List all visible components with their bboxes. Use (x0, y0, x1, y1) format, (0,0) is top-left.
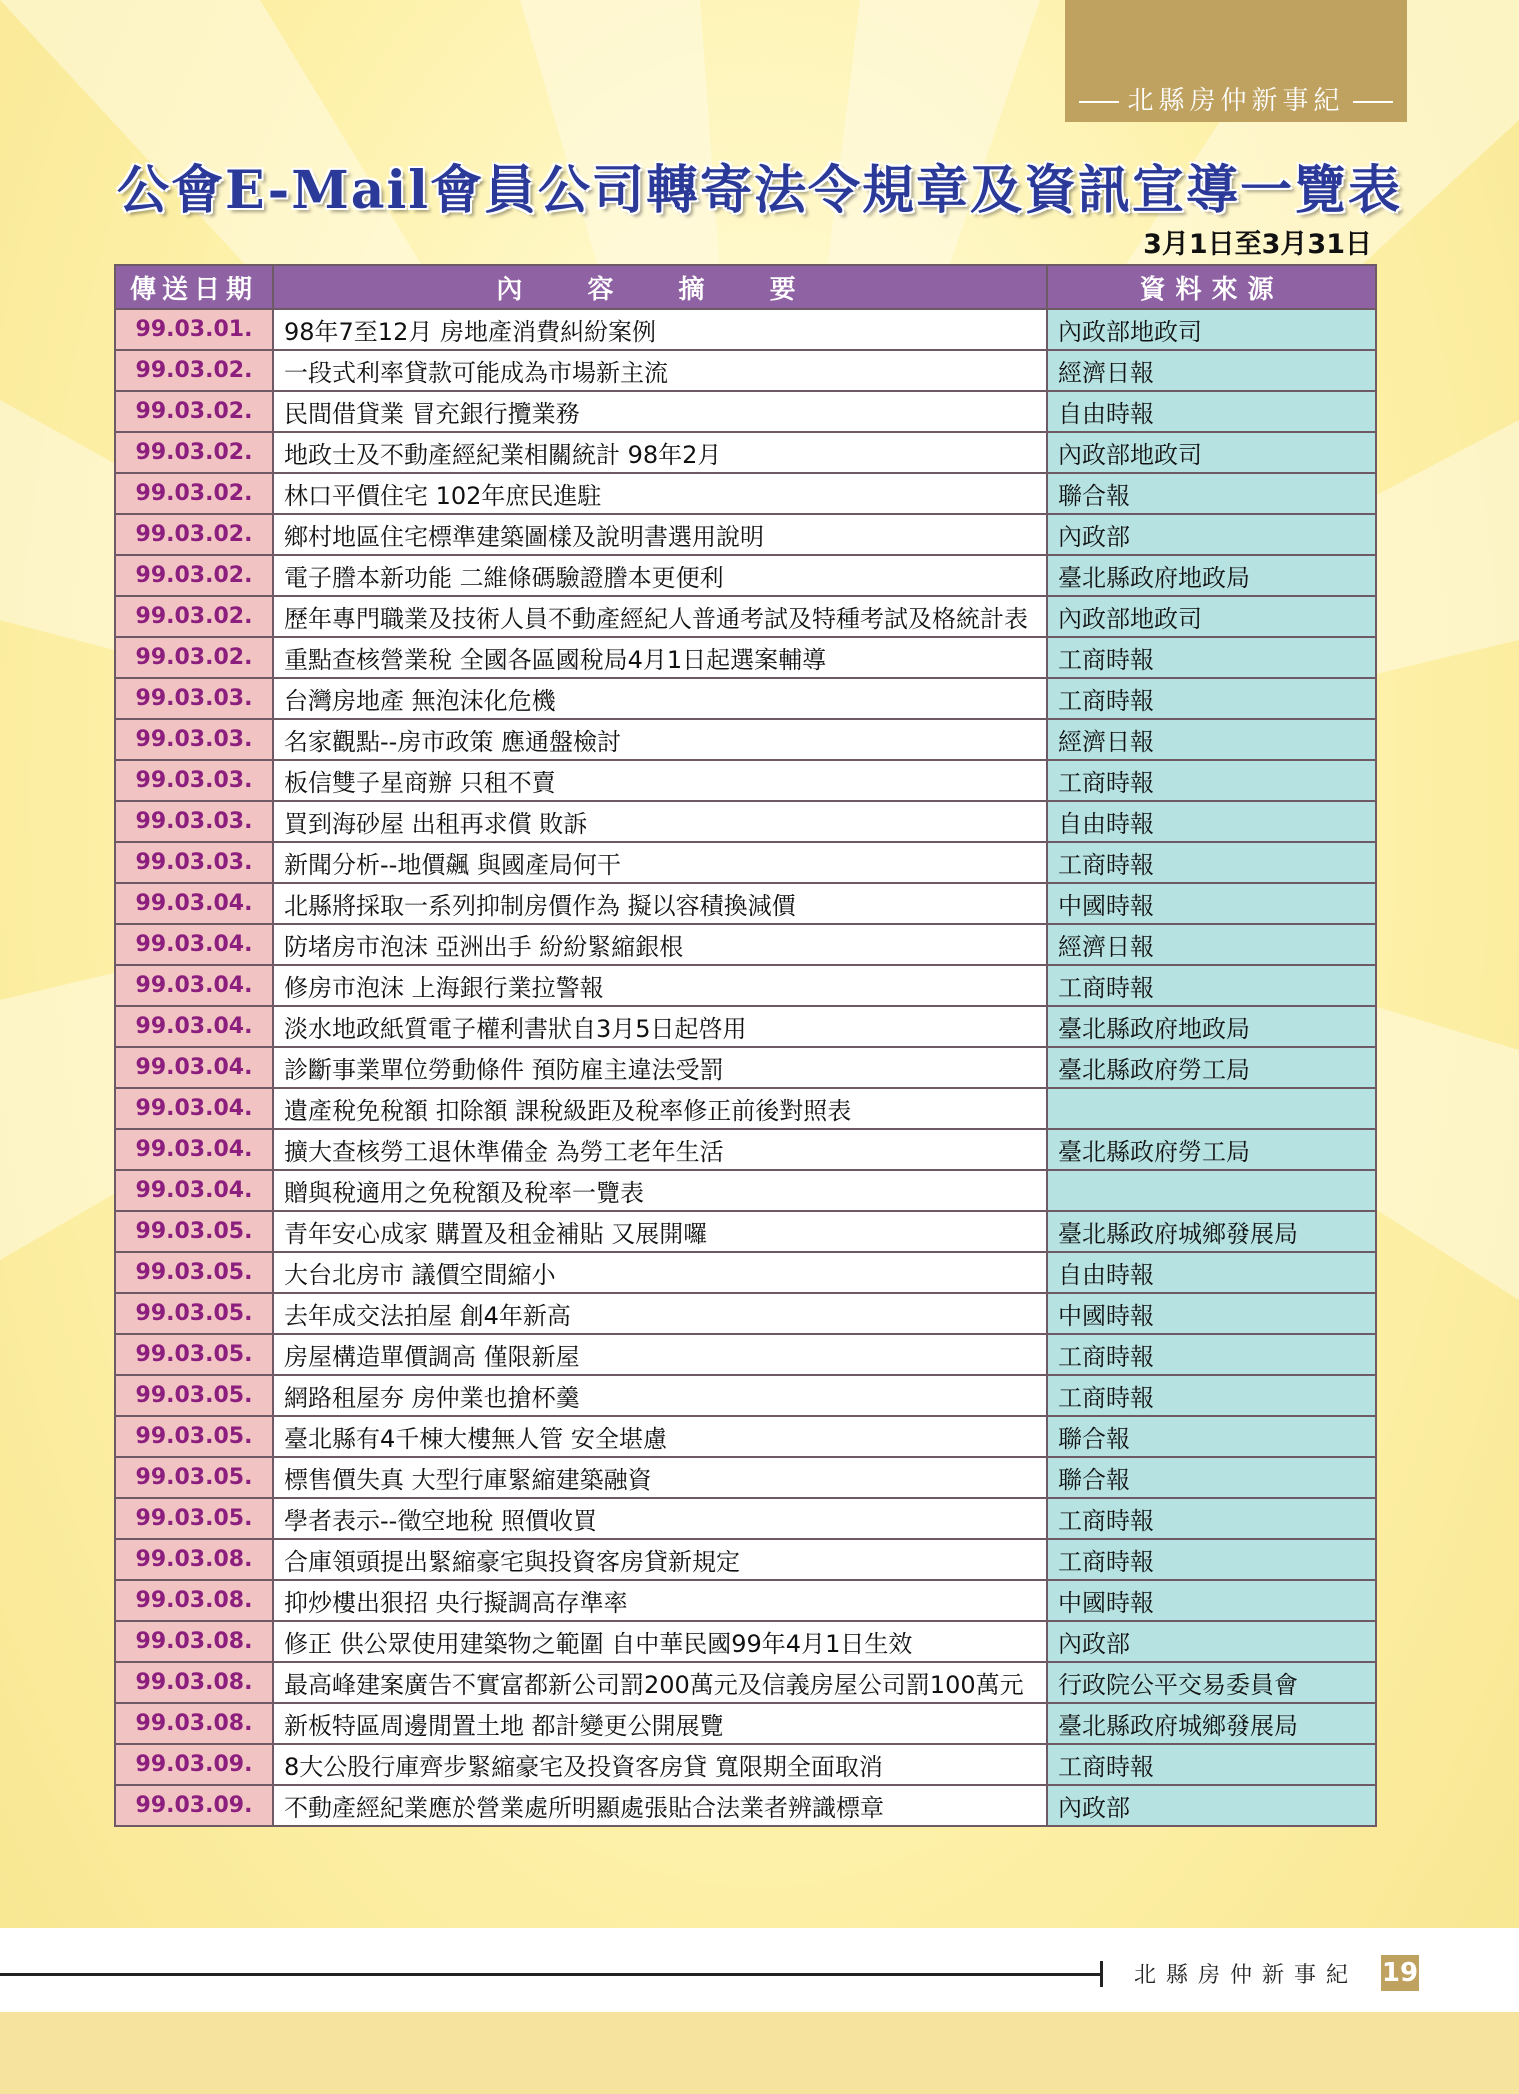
summary-cell: 一段式利率貸款可能成為市場新主流 (273, 350, 1047, 391)
summary-cell: 防堵房市泡沫 亞洲出手 紛紛緊縮銀根 (273, 924, 1047, 965)
source-cell: 臺北縣政府城鄉發展局 (1047, 1703, 1376, 1744)
source-cell: 臺北縣政府地政局 (1047, 555, 1376, 596)
source-cell: 聯合報 (1047, 1416, 1376, 1457)
date-cell: 99.03.05. (115, 1211, 273, 1252)
date-cell: 99.03.08. (115, 1662, 273, 1703)
date-cell: 99.03.02. (115, 473, 273, 514)
table-row (115, 1170, 1376, 1211)
table-row (115, 1047, 1376, 1088)
date-cell: 99.03.04. (115, 1006, 273, 1047)
table-row (115, 596, 1376, 637)
source-cell: 工商時報 (1047, 1744, 1376, 1785)
date-cell: 99.03.02. (115, 555, 273, 596)
news-table (114, 264, 1377, 1827)
source-cell: 經濟日報 (1047, 350, 1376, 391)
summary-cell: 歷年專門職業及技術人員不動產經紀人普通考試及特種考試及格統計表 (273, 596, 1047, 637)
source-cell: 內政部 (1047, 1785, 1376, 1826)
date-cell: 99.03.08. (115, 1580, 273, 1621)
summary-cell: 大台北房市 議價空間縮小 (273, 1252, 1047, 1293)
source-cell: 工商時報 (1047, 965, 1376, 1006)
table-row (115, 1088, 1376, 1129)
section-label: 北縣房仲新事紀 (1065, 80, 1407, 117)
summary-cell: 鄉村地區住宅標準建築圖樣及說明書選用說明 (273, 514, 1047, 555)
date-cell: 99.03.05. (115, 1498, 273, 1539)
source-cell: 工商時報 (1047, 760, 1376, 801)
table-row (115, 1744, 1376, 1785)
bottom-strip (0, 2012, 1519, 2094)
table-header-row (115, 265, 1376, 309)
source-cell: 工商時報 (1047, 1334, 1376, 1375)
summary-cell: 買到海砂屋 出租再求償 敗訴 (273, 801, 1047, 842)
source-cell: 聯合報 (1047, 473, 1376, 514)
table-row (115, 1703, 1376, 1744)
date-cell: 99.03.04. (115, 1170, 273, 1211)
summary-cell: 電子謄本新功能 二維條碼驗證謄本更便利 (273, 555, 1047, 596)
summary-cell: 98年7至12月 房地產消費糾紛案例 (273, 309, 1047, 350)
footer-label: 北縣房仲新事紀 (1134, 1963, 1359, 1988)
source-cell: 工商時報 (1047, 1539, 1376, 1580)
date-cell: 99.03.02. (115, 637, 273, 678)
source-cell: 工商時報 (1047, 1375, 1376, 1416)
table-row (115, 1129, 1376, 1170)
source-cell: 內政部地政司 (1047, 309, 1376, 350)
summary-cell: 重點查核營業稅 全國各區國稅局4月1日起選案輔導 (273, 637, 1047, 678)
date-cell: 99.03.08. (115, 1621, 273, 1662)
table-row (115, 1416, 1376, 1457)
summary-cell: 台灣房地產 無泡沫化危機 (273, 678, 1047, 719)
source-cell (1047, 1088, 1376, 1129)
table-row (115, 719, 1376, 760)
table-row (115, 965, 1376, 1006)
table-row (115, 924, 1376, 965)
date-cell: 99.03.01. (115, 309, 273, 350)
table-row (115, 1580, 1376, 1621)
summary-cell: 青年安心成家 購置及租金補貼 又展開囉 (273, 1211, 1047, 1252)
summary-cell: 新板特區周邊閒置土地 都計變更公開展覽 (273, 1703, 1047, 1744)
column-header-source: 資料來源 (1047, 265, 1376, 309)
source-cell: 中國時報 (1047, 883, 1376, 924)
date-cell: 99.03.03. (115, 719, 273, 760)
date-cell: 99.03.08. (115, 1703, 273, 1744)
table-row (115, 555, 1376, 596)
summary-cell: 8大公股行庫齊步緊縮豪宅及投資客房貸 寬限期全面取消 (273, 1744, 1047, 1785)
source-cell: 工商時報 (1047, 678, 1376, 719)
source-cell: 內政部地政司 (1047, 596, 1376, 637)
table-row (115, 1293, 1376, 1334)
source-cell: 內政部 (1047, 514, 1376, 555)
date-cell: 99.03.05. (115, 1375, 273, 1416)
source-cell: 工商時報 (1047, 1498, 1376, 1539)
summary-cell: 合庫領頭提出緊縮豪宅與投資客房貸新規定 (273, 1539, 1047, 1580)
summary-cell: 診斷事業單位勞動條件 預防雇主違法受罰 (273, 1047, 1047, 1088)
table-row (115, 309, 1376, 350)
date-cell: 99.03.04. (115, 1047, 273, 1088)
summary-cell: 抑炒樓出狠招 央行擬調高存準率 (273, 1580, 1047, 1621)
summary-cell: 遺產稅免稅額 扣除額 課稅級距及稅率修正前後對照表 (273, 1088, 1047, 1129)
date-cell: 99.03.05. (115, 1334, 273, 1375)
date-cell: 99.03.04. (115, 1129, 273, 1170)
date-cell: 99.03.05. (115, 1252, 273, 1293)
summary-cell: 擴大查核勞工退休準備金 為勞工老年生活 (273, 1129, 1047, 1170)
table-row (115, 1252, 1376, 1293)
date-cell: 99.03.09. (115, 1744, 273, 1785)
source-cell: 中國時報 (1047, 1293, 1376, 1334)
date-cell: 99.03.05. (115, 1457, 273, 1498)
summary-cell: 標售價失真 大型行庫緊縮建築融資 (273, 1457, 1047, 1498)
source-cell: 行政院公平交易委員會 (1047, 1662, 1376, 1703)
summary-cell: 學者表示--徵空地稅 照價收買 (273, 1498, 1047, 1539)
source-cell: 聯合報 (1047, 1457, 1376, 1498)
table-row (115, 473, 1376, 514)
source-cell: 臺北縣政府城鄉發展局 (1047, 1211, 1376, 1252)
table-row (115, 1211, 1376, 1252)
source-cell: 臺北縣政府地政局 (1047, 1006, 1376, 1047)
source-cell: 工商時報 (1047, 637, 1376, 678)
table-row (115, 1457, 1376, 1498)
date-cell: 99.03.02. (115, 514, 273, 555)
table-row (115, 760, 1376, 801)
summary-cell: 修房市泡沫 上海銀行業拉警報 (273, 965, 1047, 1006)
date-cell: 99.03.04. (115, 924, 273, 965)
table-row (115, 350, 1376, 391)
summary-cell: 林口平價住宅 102年庶民進駐 (273, 473, 1047, 514)
summary-cell: 板信雙子星商辦 只租不賣 (273, 760, 1047, 801)
source-cell: 工商時報 (1047, 842, 1376, 883)
table-row (115, 391, 1376, 432)
source-cell (1047, 1170, 1376, 1211)
date-cell: 99.03.04. (115, 1088, 273, 1129)
table-row (115, 678, 1376, 719)
table-row (115, 842, 1376, 883)
table-row (115, 1785, 1376, 1826)
footer-rule-tick (1100, 1961, 1103, 1987)
summary-cell: 地政士及不動產經紀業相關統計 98年2月 (273, 432, 1047, 473)
summary-cell: 不動產經紀業應於營業處所明顯處張貼合法業者辨識標章 (273, 1785, 1047, 1826)
table-row (115, 1662, 1376, 1703)
table-row (115, 514, 1376, 555)
summary-cell: 贈與稅適用之免稅額及稅率一覽表 (273, 1170, 1047, 1211)
source-cell: 自由時報 (1047, 801, 1376, 842)
date-cell: 99.03.05. (115, 1293, 273, 1334)
date-cell: 99.03.04. (115, 965, 273, 1006)
date-cell: 99.03.02. (115, 432, 273, 473)
date-cell: 99.03.03. (115, 842, 273, 883)
summary-cell: 房屋構造單價調高 僅限新屋 (273, 1334, 1047, 1375)
column-header-summary: 內 容 摘 要 (273, 265, 1047, 309)
summary-cell: 最高峰建案廣告不實富都新公司罰200萬元及信義房屋公司罰100萬元 (273, 1662, 1047, 1703)
table-row (115, 1375, 1376, 1416)
table-row (115, 883, 1376, 924)
table-row (115, 1539, 1376, 1580)
date-range: 3月1日至3月31日 (1143, 229, 1372, 260)
summary-cell: 民間借貸業 冒充銀行攬業務 (273, 391, 1047, 432)
table-row (115, 1621, 1376, 1662)
date-cell: 99.03.04. (115, 883, 273, 924)
summary-cell: 新聞分析--地價飆 與國產局何干 (273, 842, 1047, 883)
summary-cell: 名家觀點--房市政策 應通盤檢討 (273, 719, 1047, 760)
summary-cell: 網路租屋夯 房仲業也搶杯羹 (273, 1375, 1047, 1416)
table-row (115, 1334, 1376, 1375)
date-cell: 99.03.09. (115, 1785, 273, 1826)
date-cell: 99.03.02. (115, 596, 273, 637)
date-cell: 99.03.03. (115, 801, 273, 842)
source-cell: 臺北縣政府勞工局 (1047, 1047, 1376, 1088)
column-header-date: 傳送日期 (115, 265, 273, 309)
source-cell: 臺北縣政府勞工局 (1047, 1129, 1376, 1170)
table-row (115, 637, 1376, 678)
summary-cell: 臺北縣有4千棟大樓無人管 安全堪慮 (273, 1416, 1047, 1457)
source-cell: 內政部地政司 (1047, 432, 1376, 473)
date-cell: 99.03.03. (115, 760, 273, 801)
source-cell: 經濟日報 (1047, 719, 1376, 760)
date-cell: 99.03.03. (115, 678, 273, 719)
date-cell: 99.03.02. (115, 350, 273, 391)
source-cell: 中國時報 (1047, 1580, 1376, 1621)
summary-cell: 修正 供公眾使用建築物之範圍 自中華民國99年4月1日生效 (273, 1621, 1047, 1662)
table-row (115, 1498, 1376, 1539)
date-cell: 99.03.05. (115, 1416, 273, 1457)
date-cell: 99.03.08. (115, 1539, 273, 1580)
summary-cell: 淡水地政紙質電子權利書狀自3月5日起啓用 (273, 1006, 1047, 1047)
date-cell: 99.03.02. (115, 391, 273, 432)
source-cell: 經濟日報 (1047, 924, 1376, 965)
table-row (115, 1006, 1376, 1047)
page-title: 公會E-Mail會員公司轉寄法令規章及資訊宣導一覽表 (117, 160, 1402, 221)
summary-cell: 北縣將採取一系列抑制房價作為 擬以容積換減價 (273, 883, 1047, 924)
table-row (115, 432, 1376, 473)
summary-cell: 去年成交法拍屋 創4年新高 (273, 1293, 1047, 1334)
source-cell: 自由時報 (1047, 391, 1376, 432)
source-cell: 內政部 (1047, 1621, 1376, 1662)
footer-rule (0, 1973, 1100, 1976)
source-cell: 自由時報 (1047, 1252, 1376, 1293)
page-number: 19 (1381, 1955, 1419, 1991)
table-row (115, 801, 1376, 842)
